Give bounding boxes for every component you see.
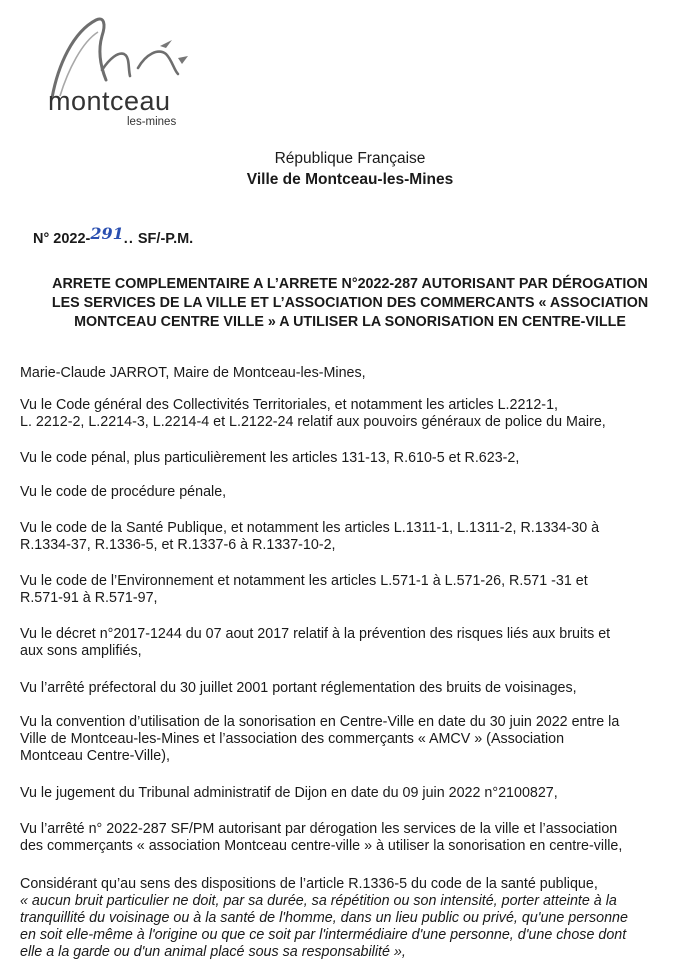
title-line: ARRETE COMPLEMENTAIRE A L’ARRETE N°2022-287 AUTORISANT PAR DÉROGATION bbox=[52, 276, 648, 292]
text-line: Vu le jugement du Tribunal administratif de Dijon en date du 09 juin 2022 n°2100827, bbox=[20, 785, 558, 801]
logo-name: montceau bbox=[48, 86, 171, 116]
title-line: LES SERVICES DE LA VILLE ET L’ASSOCIATION DES COMMERCANTS « ASSOCIATION bbox=[51, 295, 649, 311]
vu-convention bbox=[20, 714, 675, 765]
text-line: aux sons amplifiés, bbox=[20, 643, 142, 659]
text-line: R.1334-37, R.1336-5, et R.1337-6 à R.1337-10-2, bbox=[20, 537, 336, 553]
vu-arrete-2022-287 bbox=[20, 821, 675, 855]
arrete-number bbox=[33, 224, 194, 247]
text-line: tranquillité du voisinage ou à la santé de l'homme, dans un lieu public ou privé, qu'une personne bbox=[20, 910, 628, 926]
text-line: Ville de Montceau-les-Mines et l’association des commerçants « AMCV » (Association bbox=[20, 731, 565, 747]
arrete-number-dots: .. bbox=[123, 231, 134, 247]
vu-code-penal bbox=[20, 450, 675, 467]
vu-arrete-prefectoral bbox=[20, 680, 675, 697]
logo-subtitle: les-mines bbox=[127, 116, 177, 128]
title-line: MONTCEAU CENTRE VILLE » A UTILISER LA SONORISATION EN CENTRE-VILLE bbox=[74, 314, 626, 330]
vu-code-environnement bbox=[20, 573, 675, 607]
text-line: Vu le code de l’Environnement et notamment les articles L.571-1 à L.571-26, R.571 -31 et bbox=[20, 573, 588, 589]
arrete-title bbox=[22, 275, 678, 332]
text-line: des commerçants « association Montceau centre-ville » à utiliser la sonorisation en centre-ville, bbox=[20, 838, 623, 854]
vu-jugement bbox=[20, 785, 675, 802]
republique-francaise: République Française bbox=[274, 150, 426, 167]
text-line: Montceau Centre-Ville), bbox=[20, 748, 170, 764]
montceau-logo-icon bbox=[38, 10, 208, 138]
text-line: Vu l’arrêté n° 2022-287 SF/PM autorisant par dérogation les services de la ville et l’association bbox=[20, 821, 618, 837]
vu-cgct bbox=[20, 397, 675, 431]
vu-code-sante-publique bbox=[20, 520, 675, 554]
text-line: « aucun bruit particulier ne doit, par sa durée, sa répétition ou son intensité, porter atteinte à la bbox=[20, 893, 617, 909]
vu-code-procedure-penale bbox=[20, 484, 675, 501]
text-line: Vu l’arrêté préfectoral du 30 juillet 2001 portant réglementation des bruits de voisinages, bbox=[20, 680, 577, 696]
text-line: Vu la convention d’utilisation de la sonorisation en Centre-Ville en date du 30 juin 2022 entre la bbox=[20, 714, 620, 730]
arrete-number-prefix: N° 2022- bbox=[33, 231, 91, 247]
arrete-number-suffix: SF/-P.M. bbox=[133, 231, 194, 247]
maire-line bbox=[20, 365, 675, 382]
ville-heading: Ville de Montceau-les-Mines bbox=[246, 171, 454, 188]
text-line: L. 2212-2, L.2214-3, L.2214-4 et L.2122-24 relatif aux pouvoirs généraux de police du Maire, bbox=[20, 414, 606, 430]
text-line: en soit elle-même à l'origine ou que ce soit par l'intermédiaire d'une personne, d'une chose dont bbox=[20, 927, 627, 943]
text-line: Vu le code de procédure pénale, bbox=[20, 484, 227, 500]
citation-article bbox=[20, 893, 675, 961]
handwritten-number: 291 bbox=[90, 224, 124, 243]
text-line: Considérant qu’au sens des dispositions de l’article R.1336-5 du code de la santé publique, bbox=[20, 876, 598, 892]
considerant bbox=[20, 876, 675, 961]
text-line: R.571-91 à R.571-97, bbox=[20, 590, 158, 606]
text-line: Vu le décret n°2017-1244 du 07 aout 2017 relatif à la prévention des risques liés aux bruits et bbox=[20, 626, 611, 642]
text-line: Vu le Code général des Collectivités Territoriales, et notamment les articles L.2212-1, bbox=[20, 397, 558, 413]
text-line: elle a la garde ou d'un animal placé sous sa responsabilité », bbox=[20, 944, 406, 960]
text-line: Vu le code pénal, plus particulièrement les articles 131-13, R.610-5 et R.623-2, bbox=[20, 450, 520, 466]
vu-decret bbox=[20, 626, 675, 660]
text-line: Vu le code de la Santé Publique, et notamment les articles L.1311-1, L.1311-2, R.1334-30 à bbox=[20, 520, 600, 536]
text-line: Marie-Claude JARROT, Maire de Montceau-les-Mines, bbox=[20, 365, 366, 381]
